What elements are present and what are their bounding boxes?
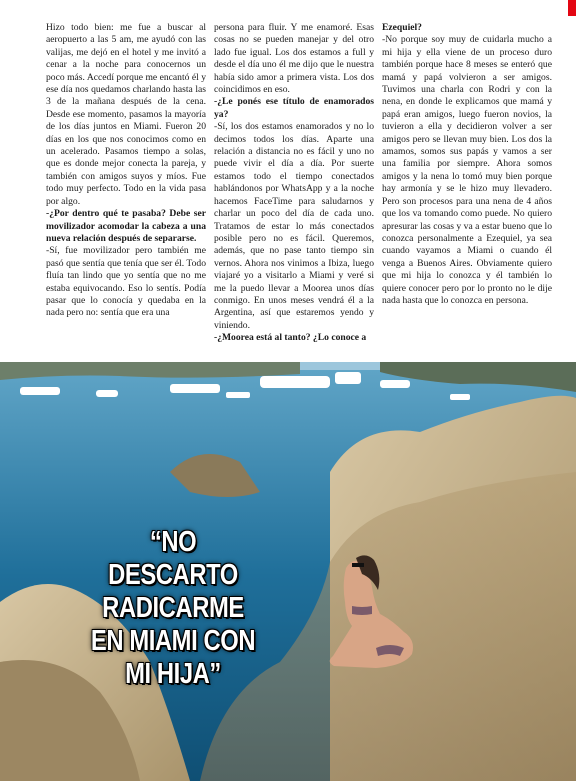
- article-column-2: [214, 22, 374, 345]
- pull-quote: “NO DESCARTO RADICARME EN MIAMI CON MI HIJA”: [90, 526, 256, 690]
- paragraph: Hizo todo bien: me fue a buscar al aeropuerto a las 5 am, me ayudó con las valijas, me dejó en el hotel y me invitó a cenar a la noche para conocernos un poco más. Accedí porque me encantó él y ese día nos quedamos charlando hasta las 3 de la mañana después de la cena. Desde ese momento, pasamos la mayoría de los días juntos en Miami. Fueron 20 días en los que nos conocimos como en un acelerado. Pasamos tiempo a solas, que es donde mejor conecta la pareja, y también con amigos suyos y míos. Fue todo muy perfecto. Todo en la vida pasa por algo.: [46, 22, 206, 207]
- interview-answer: -Sí, los dos estamos enamorados y no lo decimos todos los días. Aparte una relación a distancia no es fácil y uno no puede vivir el día a día. Por suerte estamos todo el tiempo conectados hablándonos por WhatsApp y a la noche hacemos FaceTime para saludarnos y charlar un poco del día de cada uno. Tratamos de estar lo más conectados posible pero no es fácil. Queremos, además, que no pase tanto tiempo sin vernos. Ahora nos vinimos a Ibiza, luego viajaré yo a visitarlo a Miami y veré si me la puedo llevar a Moorea unos días conmigo. En unos meses vendrá él a la Argentina, así que estaremos yendo y viniendo.: [214, 121, 374, 331]
- interview-answer: persona para fluir. Y me enamoré. Esas cosas no se pueden manejar y del otro lado fue igual. Los dos estamos a full y desde el día uno él me dijo que le nuestra había sido amor a primera vista. Los dos coincidimos en eso.: [214, 22, 374, 96]
- interview-question: -¿Por dentro qué te pasaba? Debe ser movilizador acomodar la cabeza a una nueva relación después de separarse.: [46, 208, 206, 244]
- interview-question: -¿Le ponés ese título de enamorados ya?: [214, 96, 374, 120]
- accent-bar: [568, 0, 576, 16]
- interview-answer: -Sí, fue movilizador pero también me pasó que sentía que tenía que ser él. Todo fluía tan lindo que yo sentía que no me estaba equivocando. Eso lo sentís. Podía pasar que lo conocía y quedaba en la nada pero no: sentía que era una: [46, 245, 206, 319]
- interview-question: Ezequiel?: [382, 22, 422, 33]
- article-column-3: [382, 22, 552, 307]
- article-body: [46, 22, 564, 360]
- article-column-1: [46, 22, 206, 320]
- interview-question: -¿Moorea está al tanto? ¿Lo conoce a: [214, 332, 367, 344]
- interview-answer: -No porque soy muy de cuidarla mucho a mi hija y ella viene de un proceso duro también porque hace 8 meses se enteró que mamá y papá volvieron a ser amigos. Tuvimos una charla con Rodri y con la nena, en donde le explicamos que mamá y papá eran amigos, luego fueron novios, la tuvieron a ella y decidieron volver a ser amigos pero se llevan muy bien. Los dos la amamos, somos sus papás y vamos a ser una familia por siempre. Ahora somos amigos y la nena lo tomó muy bien porque hay armonía y se le hizo muy llevadero. Pero son procesos para una nena de 4 años que los va tomando como puede. No quiero apresurar las cosas y va a estar bueno que lo conozca personalmente a Ezequiel, ya sea cuando vayamos a Miami o cuando él venga a Buenos Aires. Obviamente quiero que mi hija lo conozca y él también lo quiere conocer pero por lo pronto no le dije nada hasta que lo conozca en persona.: [382, 34, 552, 306]
